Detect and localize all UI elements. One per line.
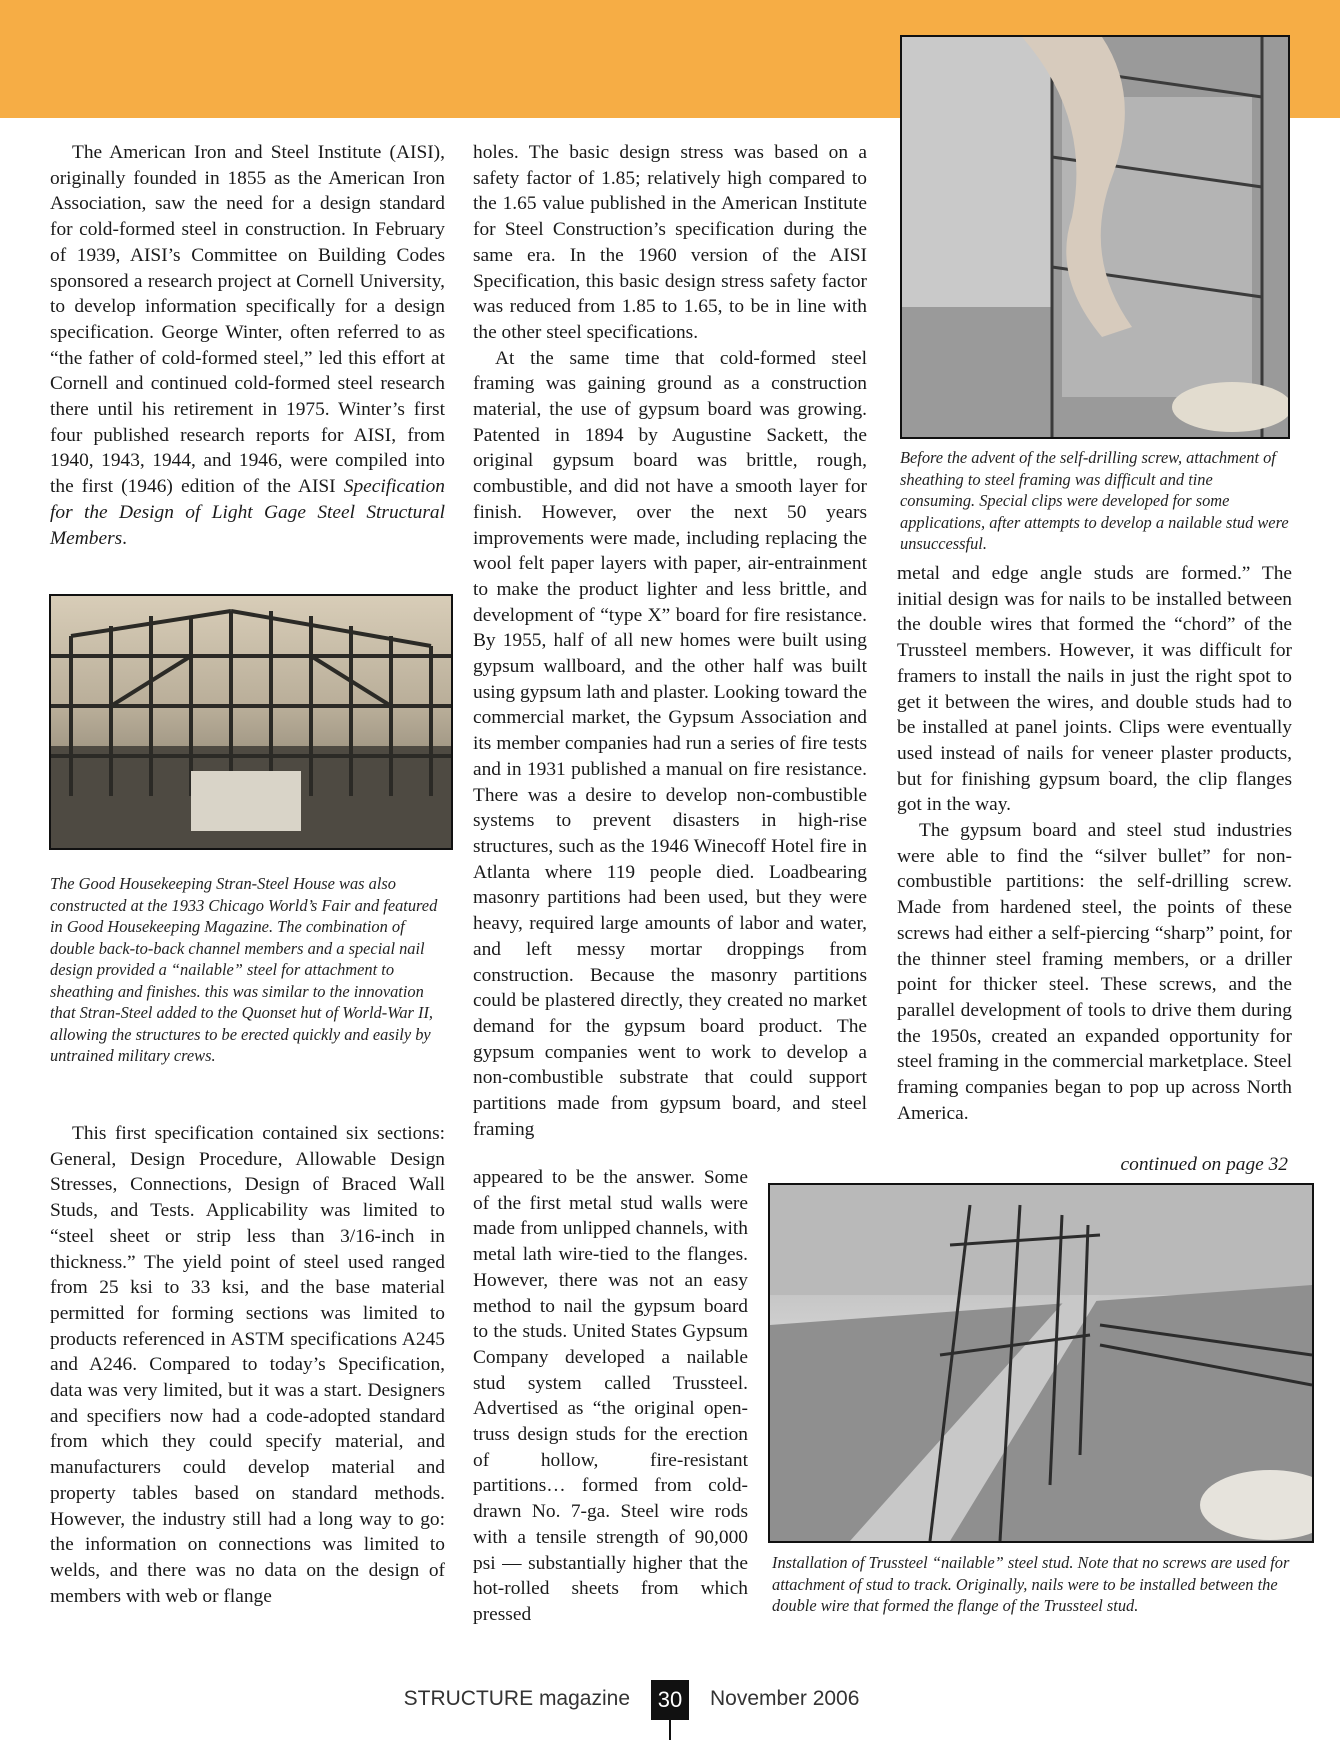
article-paragraph: The American Iron and Steel Institute (AISI), originally founded in 1855 as the American Iron Association, saw the need for a design standard for cold-formed steel in construction. In February of 1939, AISI’s Committee on Building Codes sponsored a research project at Cornell University, to develop information specifically for a design specification. George Winter, often referred to as “the father of cold-formed steel,” led this effort at Cornell and continued cold-formed steel research there until his retirement in 1975. Winter’s first four published research reports for AISI, from 1940, 1943, 1944, and 1946, were compiled into the first (1946) edition of the AISI Specification for the Design of Light Gage Steel Structural Members. (50, 142, 445, 549)
article-column-left-lower (50, 1121, 445, 1609)
page-number: 30 (651, 1680, 689, 1720)
footer-divider (669, 1720, 671, 1740)
article-column-right (897, 561, 1292, 1126)
photo-sheathing-attachment (900, 35, 1290, 439)
specification-title: Specification for the Design of Light Gage Steel Structural Members (50, 476, 445, 549)
article-paragraph: At the same time that cold-formed steel framing was gaining ground as a construction material, the use of gypsum board was growing. Patented in 1894 by Augustine Sackett, the original gypsum board was brittle, rough, combustible, and did not have a smooth layer for finish. However, over the next 50 years improvements were made, including replacing the wool felt paper layers with paper, air-entrainment to make the product lighter and less brittle, and development of “type X” board for fire resistance. By 1955, half of all new homes were built using gypsum wallboard, and the other half was built using gypsum lath and plaster. Looking toward the commercial market, the Gypsum Association and its member companies had run a series of fire tests and in 1931 published a manual on fire resistance. There was a desire to develop non-combustible systems to prevent disasters in high-rise structures, such as the 1946 Winecoff Hotel fire in Atlanta where 119 people died. Loadbearing masonry partitions had been used, but they were heavy, required large amounts of labor and water, and left messy mortar droppings from construction. Because the masonry partitions could be plastered directly, they created no market demand for the gypsum board product. The gypsum companies went to work to develop a non-combustible substrate that could support partitions made from gypsum board, and steel framing (473, 347, 867, 1140)
article-column-left (50, 140, 445, 551)
caption-trussteel-installation: Installation of Trussteel “nailable” steel stud. Note that no screws are used for attachment of stud to track. Originally, nails were to be installed between the double wire that formed the flange of the Trussteel stud. (772, 1553, 1290, 1615)
caption-sheathing-attachment: Before the advent of the self-drilling screw, attachment of sheathing to steel framing was difficult and tine consuming. Special clips were developed for some applications, after attempts to develop a nailable stud were unsuccessful. (900, 448, 1289, 553)
photo-trussteel-installation (768, 1183, 1314, 1543)
page-footer (0, 1680, 1340, 1740)
article-paragraph: This first specification contained six sections: General, Design Procedure, Allowable Design Stresses, Connections, Design of Braced Wall Studs, and Tests. Applicability was limited to “steel sheet or strip less than 3/16-inch in thickness.” The yield point of steel used ranged from 25 ksi to 33 ksi, and the base material permitted for forming sections was limited to products referenced in ASTM specifications A245 and A246. Compared to today’s Specification, data was very limited, but it was a start. Designers and specifiers now had a code-adopted standard from which they could specify material, and manufacturers could develop material and property tables based on standard methods. However, the industry still had a long way to go: the information on connections was limited to welds, and there was no data on the design of members with web or flange (50, 1123, 445, 1607)
continued-note: continued on page 32 (1120, 1154, 1288, 1175)
article-column-middle-lower (473, 1165, 748, 1628)
caption-stran-steel-house: The Good Housekeeping Stran-Steel House was also constructed at the 1933 Chicago World’s Fair and featured in Good Housekeeping Magazine. The combination of double back-to-back channel members and a special nail design provided a “nailable” steel for attachment to sheathing and finishes. this was similar to the innovation that Stran-Steel added to the Quonset hut of World-War II, allowing the structures to be erected quickly and easily by untrained military crews. (50, 874, 438, 1065)
article-paragraph: appeared to be the answer. Some of the first metal stud walls were made from unlipped channels, with metal lath wire-tied to the flanges. However, there was not an easy method to nail the gypsum board to the studs. United States Gypsum Company developed a nailable stud system called Trussteel. Advertised as “the original open-truss design studs for the erection of hollow, fire-resistant partitions… formed from cold-drawn No. 7-ga. Steel wire rods with a tensile strength of 90,000 psi — substantially higher that the hot-rolled sheets from which pressed (473, 1167, 748, 1625)
magazine-name: STRUCTURE magazine (403, 1687, 630, 1710)
photo-stran-steel-house (49, 594, 453, 850)
article-paragraph: holes. The basic design stress was based on a safety factor of 1.85; relatively high compared to the 1.65 value published in the American Institute for Steel Construction’s specification during the same era. In the 1960 version of the AISI Specification, this basic design stress safety factor was reduced from 1.85 to 1.65, to be in line with the other steel specifications. (473, 142, 867, 343)
article-paragraph: metal and edge angle studs are formed.” The initial design was for nails to be installed between the double wires that formed the “chord” of the Trussteel members. However, it was difficult for framers to install the nails in just the right spot to get it between the wires, and double studs had to be installed at panel joints. Clips were eventually used instead of nails for veneer plaster products, but for finishing gypsum board, the clip flanges got in the way. (897, 563, 1292, 816)
article-column-middle (473, 140, 867, 1142)
issue-date: November 2006 (710, 1687, 860, 1710)
article-paragraph: The gypsum board and steel stud industries were able to find the “silver bullet” for non-combustible partitions: the self-drilling screw. Made from hardened steel, the points of these screws had either a self-piercing “sharp” point, for the thinner steel framing members, or a driller point for thicker steel. These screws, and the parallel development of tools to drive them during the 1950s, created an expanded opportunity for steel framing in the commercial marketplace. Steel framing companies began to pop up across North America. (897, 820, 1292, 1124)
